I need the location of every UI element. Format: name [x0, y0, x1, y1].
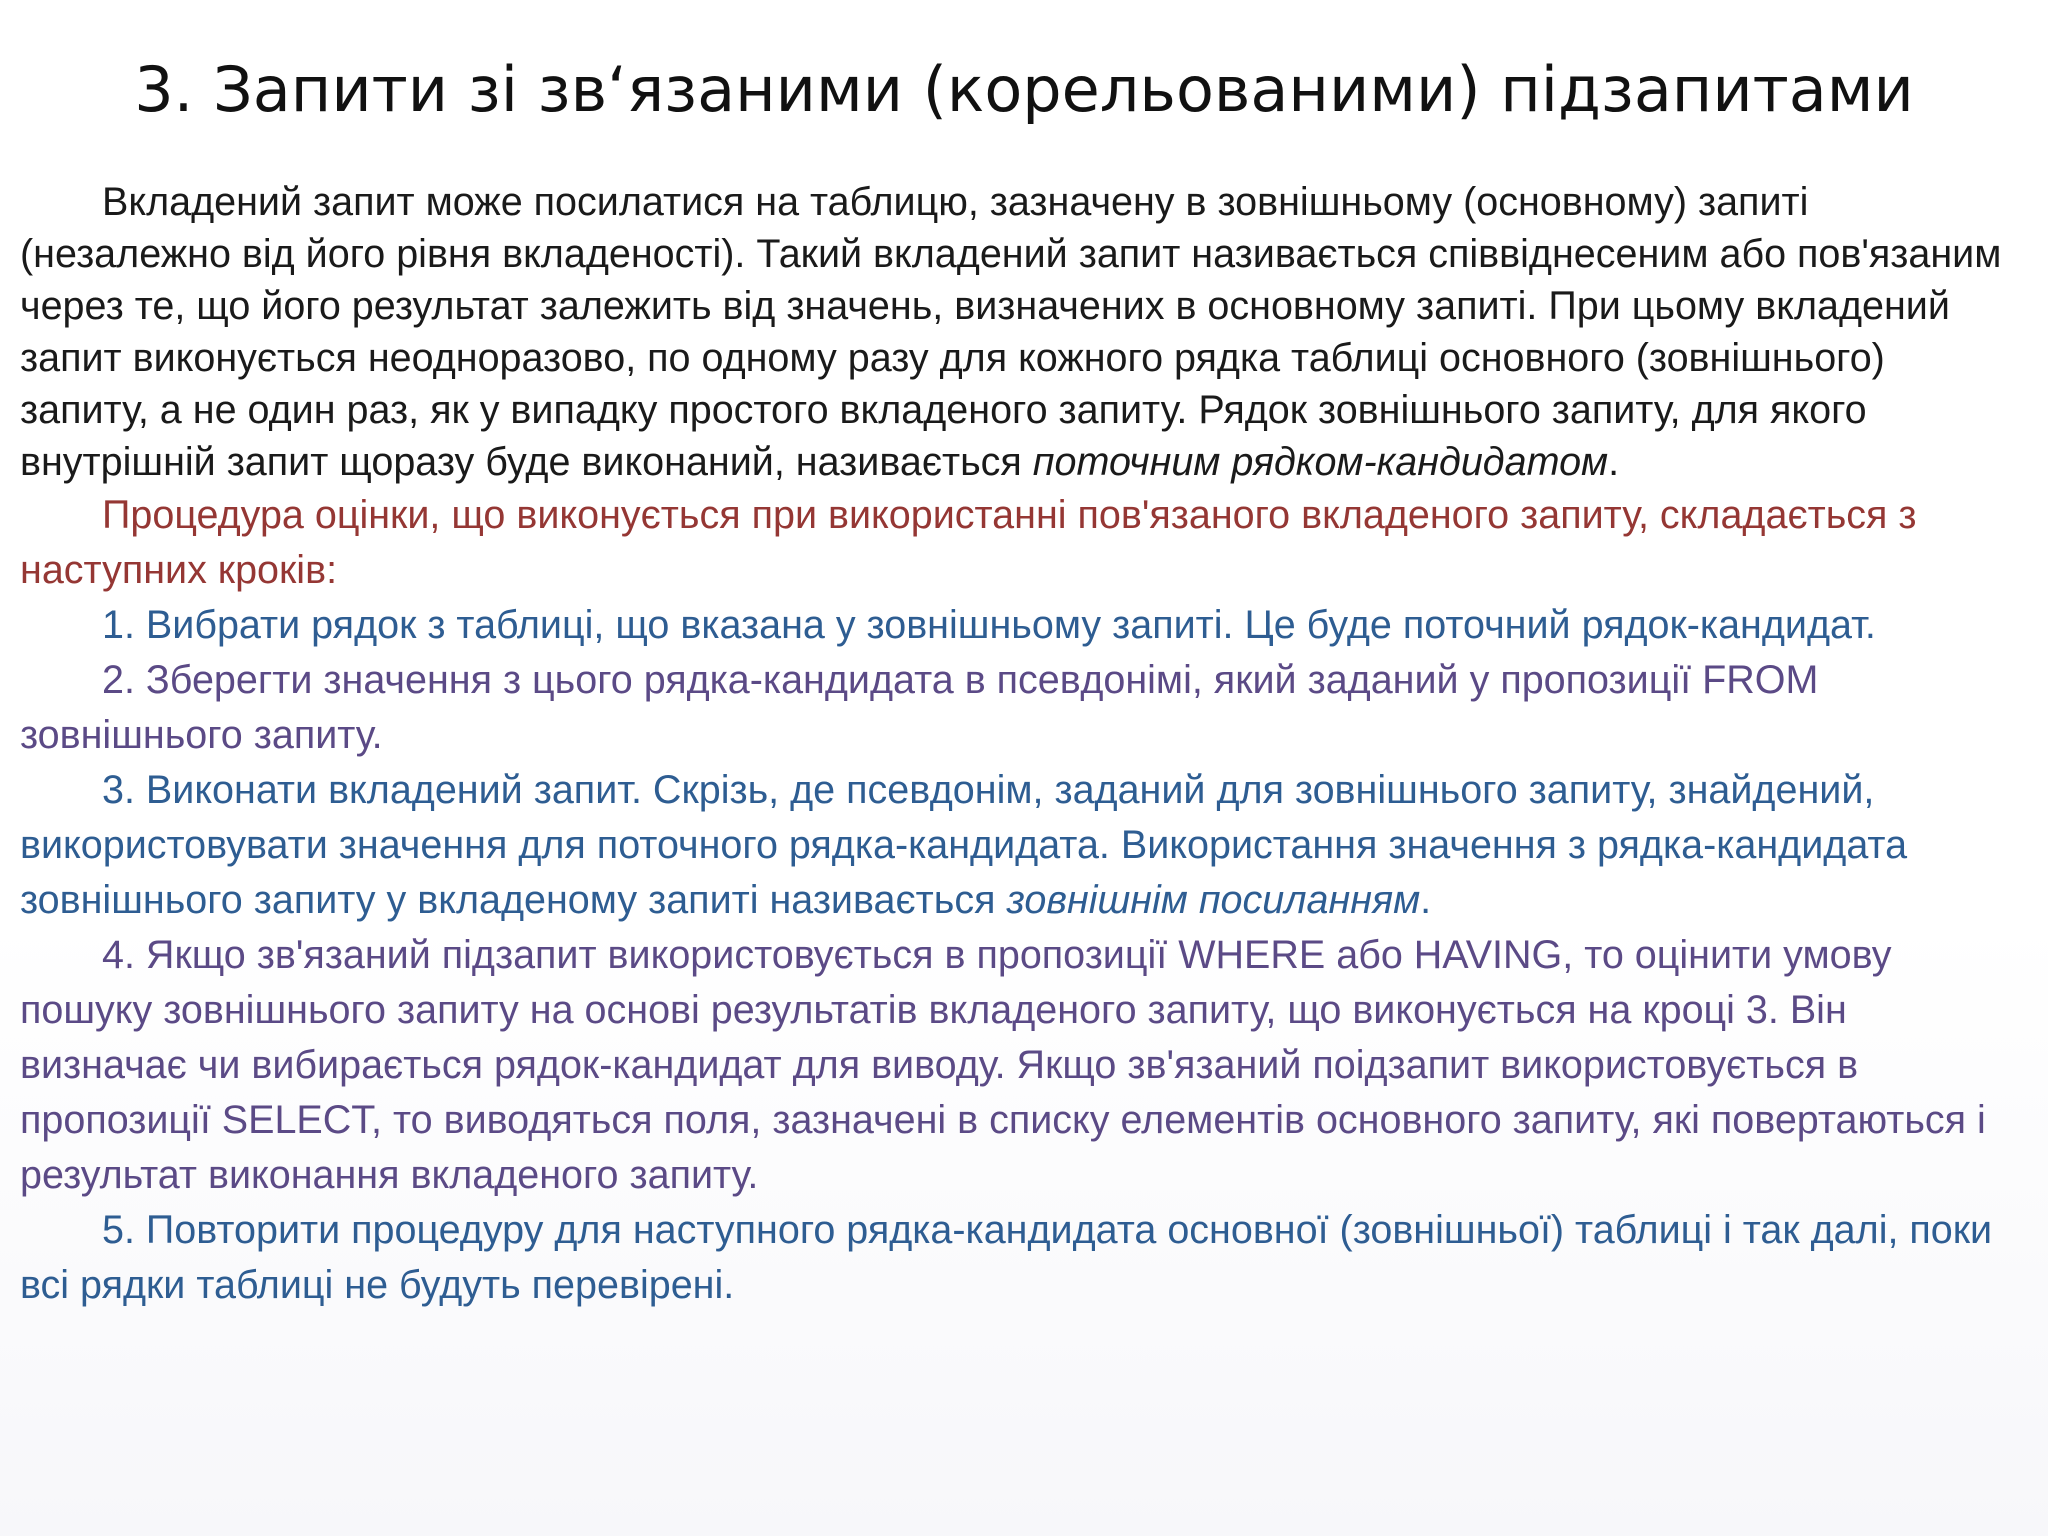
step-2: 2. Зберегти значення з цього рядка-кандидата в псевдонімі, який заданий у пропозиції FROM зовнішнього запиту.: [20, 658, 1819, 757]
intro-paragraph: [20, 176, 2020, 488]
procedure-intro: Процедура оцінки, що виконується при використанні пов'язаного вкладеного запиту, складається з наступних кроків:: [20, 493, 1917, 592]
slide-body: [20, 176, 2020, 1313]
intro-text: Вкладений запит може посилатися на таблицю, зазначену в зовнішньому (основному) запиті (незалежно від його рівня вкладеності). Такий вкладений запит називається співвіднесеним або пов'язаним через те, що його результат залежить від значень, визначених в основному запиті. При цьому вкладений запит виконується неодноразово, по одному разу для кожного рядка таблиці основного (зовнішнього) запиту, а не один раз, як у випадку простого вкладеного запиту. Рядок зовнішнього запиту, для якого внутрішній запит щоразу буде виконаний, називається: [20, 180, 2002, 484]
intro-emphasis: поточним рядком-кандидатом: [1032, 440, 1609, 484]
slide-title: 3. Запити зі зв‘язаними (корельованими) підзапитами: [134, 53, 1914, 126]
intro-end: .: [1608, 440, 1620, 484]
step-3: [20, 763, 2020, 928]
step-3-end: .: [1420, 878, 1432, 922]
step-4: 4. Якщо зв'язаний підзапит використовується в пропозиції WHERE або HAVING, то оцінити умову пошуку зовнішнього запиту на основі результатів вкладеного запиту, що виконується на кроці 3. Він визначає чи вибирається рядок-кандидат для виводу. Якщо зв'язаний поідзапит використовується в пропозиції SELECT, то виводяться поля, зазначені в списку елементів основного запиту, які повертаються і результат виконання вкладеного запиту.: [20, 933, 1986, 1197]
step-1: 1. Вибрати рядок з таблиці, що вказана у зовнішньому запиті. Це буде поточний рядок-кандидат.: [102, 603, 1876, 647]
step-3-emphasis: зовнішнім посиланням: [1006, 878, 1421, 922]
step-3-text: 3. Виконати вкладений запит. Скрізь, де псевдонім, заданий для зовнішнього запиту, знайдений, використовувати значення для поточного рядка-кандидата. Використання значення з рядка-кандидата зовнішнього запиту у вкладеному запиті називається: [20, 768, 1908, 922]
step-5: 5. Повторити процедуру для наступного рядка-кандидата основної (зовнішньої) таблиці і так далі, поки всі рядки таблиці не будуть перевірені.: [20, 1208, 1993, 1307]
